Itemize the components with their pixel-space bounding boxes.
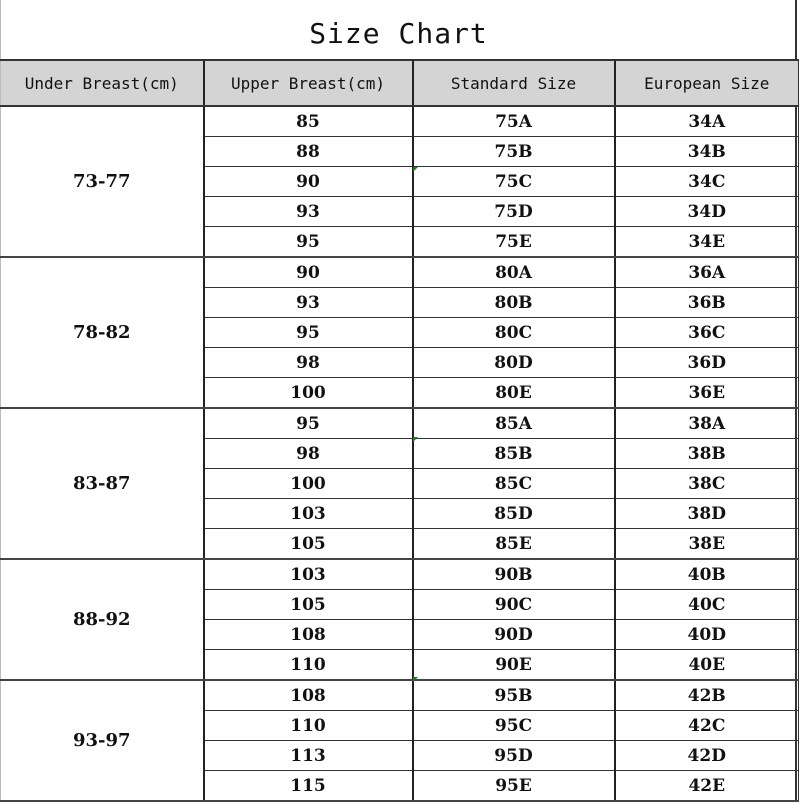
european-size-cell: 38E <box>615 529 799 560</box>
size-chart-table <box>0 59 799 802</box>
upper-breast-cell: 113 <box>204 741 413 771</box>
upper-breast-cell: 103 <box>204 499 413 529</box>
table-row <box>1 559 799 590</box>
european-size-cell: 38B <box>615 439 799 469</box>
standard-size-cell: 95B <box>413 680 615 711</box>
standard-size-cell: 85C <box>413 469 615 499</box>
standard-size-cell: 80B <box>413 288 615 318</box>
upper-breast-cell: 98 <box>204 348 413 378</box>
standard-size-cell: 85D <box>413 499 615 529</box>
european-size-cell: 42D <box>615 741 799 771</box>
european-size-cell: 34E <box>615 227 799 258</box>
european-size-cell: 40C <box>615 590 799 620</box>
cell-comment-marker <box>413 437 418 442</box>
upper-breast-cell: 95 <box>204 318 413 348</box>
upper-breast-cell: 98 <box>204 439 413 469</box>
header-standard-size: Standard Size <box>413 60 615 106</box>
standard-size-cell: 85B <box>413 439 615 469</box>
european-size-cell: 42E <box>615 771 799 802</box>
standard-size-cell: 95D <box>413 741 615 771</box>
table-row <box>1 408 799 439</box>
standard-size-cell: 80A <box>413 257 615 288</box>
upper-breast-cell: 85 <box>204 106 413 137</box>
standard-size-cell: 90B <box>413 559 615 590</box>
european-size-cell: 38A <box>615 408 799 439</box>
standard-size-cell: 75A <box>413 106 615 137</box>
upper-breast-cell: 105 <box>204 590 413 620</box>
european-size-cell: 40B <box>615 559 799 590</box>
upper-breast-cell: 100 <box>204 469 413 499</box>
header-row <box>1 60 799 106</box>
standard-size-cell: 95E <box>413 771 615 802</box>
european-size-cell: 38D <box>615 499 799 529</box>
european-size-cell: 42C <box>615 711 799 741</box>
upper-breast-cell: 108 <box>204 620 413 650</box>
table-row <box>1 106 799 137</box>
table-row <box>1 680 799 711</box>
standard-size-cell: 80C <box>413 318 615 348</box>
european-size-cell: 36C <box>615 318 799 348</box>
upper-breast-cell: 105 <box>204 529 413 560</box>
standard-size-cell: 75C <box>413 167 615 197</box>
upper-breast-cell: 90 <box>204 167 413 197</box>
standard-size-cell: 80E <box>413 378 615 409</box>
under-breast-range: 83-87 <box>1 408 204 559</box>
upper-breast-cell: 110 <box>204 711 413 741</box>
header-under-breast: Under Breast(cm) <box>1 60 204 106</box>
european-size-cell: 38C <box>615 469 799 499</box>
european-size-cell: 36B <box>615 288 799 318</box>
european-size-cell: 34B <box>615 137 799 167</box>
upper-breast-cell: 95 <box>204 227 413 258</box>
upper-breast-cell: 110 <box>204 650 413 681</box>
european-size-cell: 34C <box>615 167 799 197</box>
european-size-cell: 42B <box>615 680 799 711</box>
under-breast-range: 88-92 <box>1 559 204 680</box>
european-size-cell: 40D <box>615 620 799 650</box>
european-size-cell: 36A <box>615 257 799 288</box>
upper-breast-cell: 93 <box>204 288 413 318</box>
standard-size-cell: 80D <box>413 348 615 378</box>
standard-size-cell: 75B <box>413 137 615 167</box>
page-title: Size Chart <box>309 16 488 50</box>
european-size-cell: 36D <box>615 348 799 378</box>
cell-comment-marker <box>413 677 418 682</box>
standard-size-cell: 85E <box>413 529 615 560</box>
standard-size-cell: 90D <box>413 620 615 650</box>
header-upper-breast: Upper Breast(cm) <box>204 60 413 106</box>
european-size-cell: 34A <box>615 106 799 137</box>
upper-breast-cell: 108 <box>204 680 413 711</box>
header-european-size: European Size <box>615 60 799 106</box>
upper-breast-cell: 90 <box>204 257 413 288</box>
under-breast-range: 93-97 <box>1 680 204 801</box>
cell-comment-marker <box>413 167 418 172</box>
european-size-cell: 34D <box>615 197 799 227</box>
standard-size-cell: 75E <box>413 227 615 258</box>
standard-size-cell: 75D <box>413 197 615 227</box>
upper-breast-cell: 88 <box>204 137 413 167</box>
european-size-cell: 40E <box>615 650 799 681</box>
standard-size-cell: 90E <box>413 650 615 681</box>
standard-size-cell: 85A <box>413 408 615 439</box>
european-size-cell: 36E <box>615 378 799 409</box>
standard-size-cell: 90C <box>413 590 615 620</box>
table-row <box>1 257 799 288</box>
upper-breast-cell: 93 <box>204 197 413 227</box>
under-breast-range: 78-82 <box>1 257 204 408</box>
upper-breast-cell: 100 <box>204 378 413 409</box>
upper-breast-cell: 103 <box>204 559 413 590</box>
upper-breast-cell: 115 <box>204 771 413 802</box>
standard-size-cell: 95C <box>413 711 615 741</box>
upper-breast-cell: 95 <box>204 408 413 439</box>
under-breast-range: 73-77 <box>1 106 204 257</box>
